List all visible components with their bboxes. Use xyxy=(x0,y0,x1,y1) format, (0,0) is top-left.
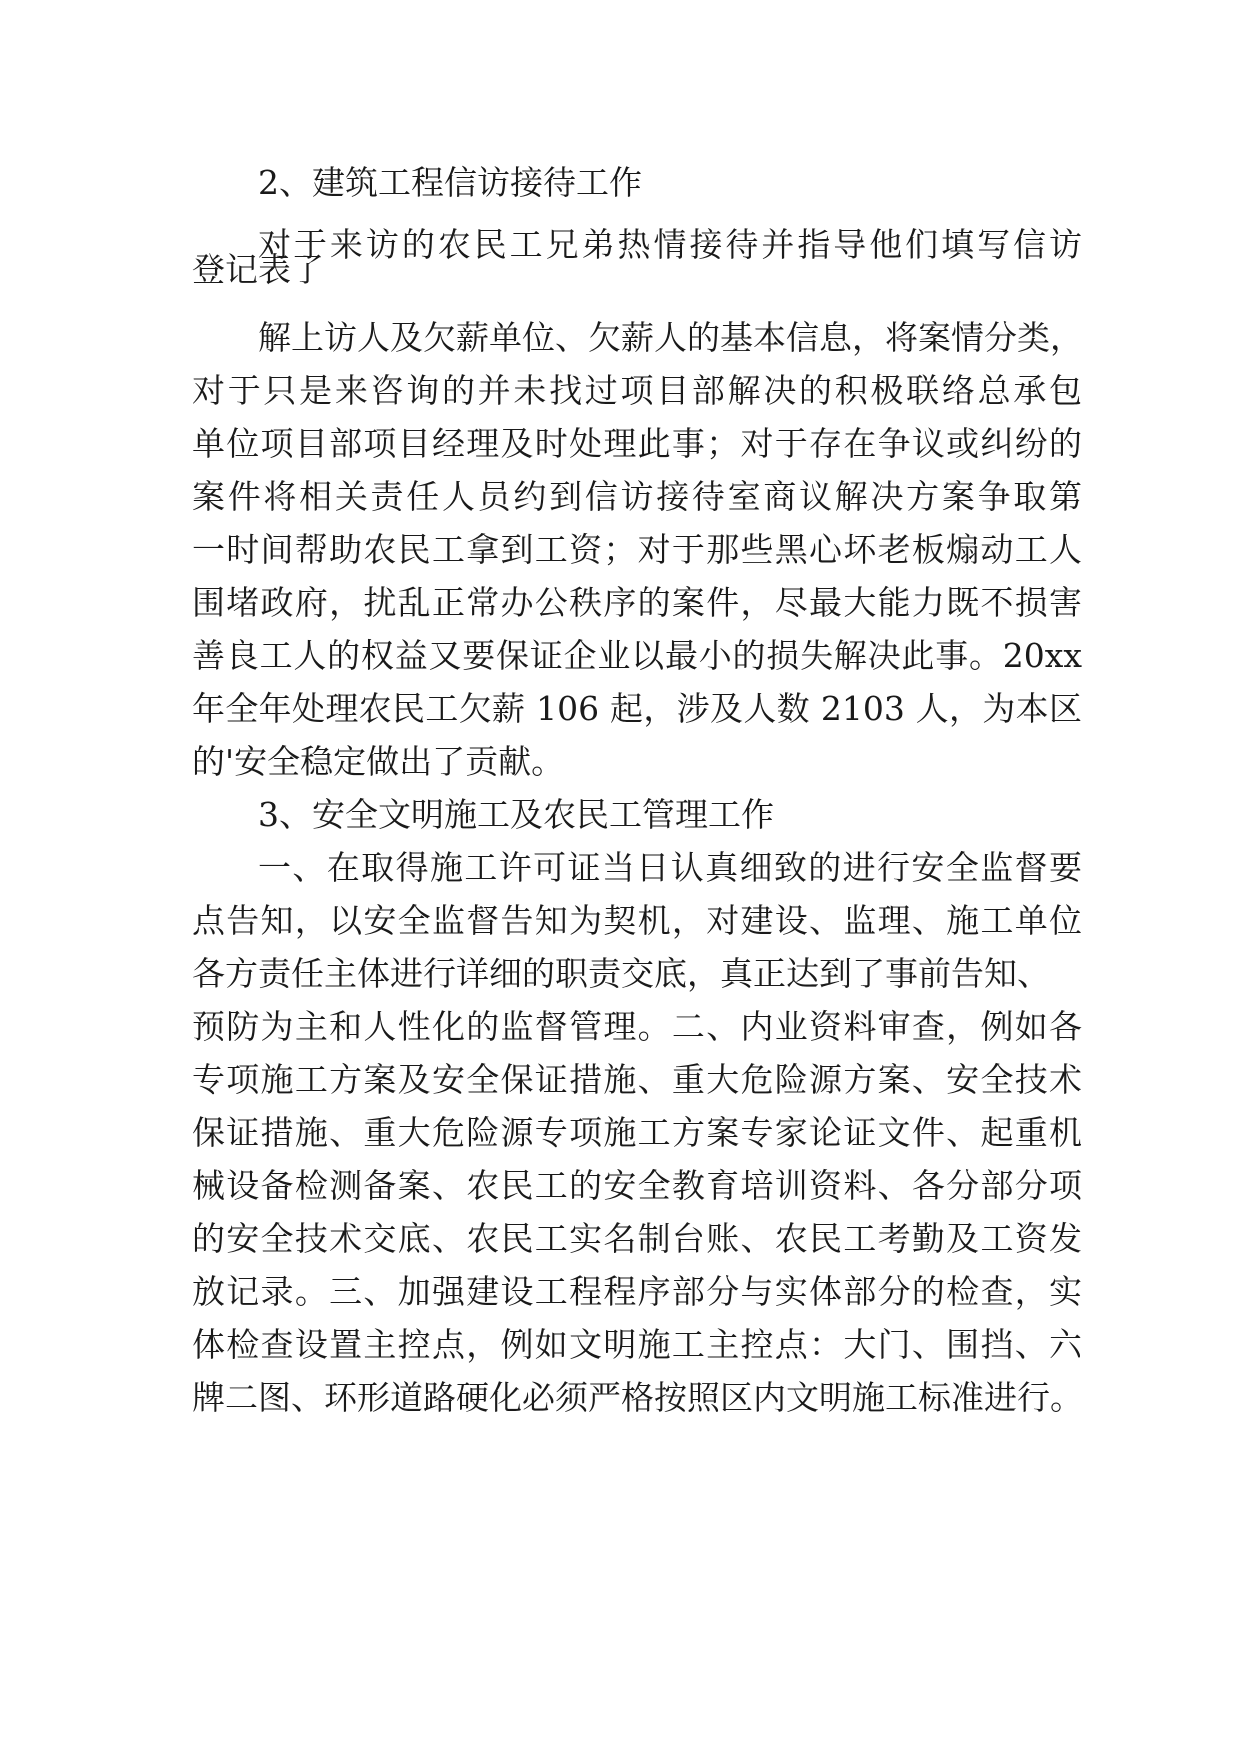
paragraph-line: 的'安全稳定做出了贡献。 xyxy=(192,742,565,781)
paragraph-line: 案件将相关责任人员约到信访接待室商议解决方案争取第 xyxy=(192,477,1082,516)
paragraph-line: 保证措施、重大危险源专项施工方案专家论证文件、起重机 xyxy=(192,1113,1082,1152)
paragraph-line: 年全年处理农民工欠薪 106 起，涉及人数 2103 人，为本区 xyxy=(192,689,1082,728)
paragraph-line: 解上访人及欠薪单位、欠薪人的基本信息，将案情分类， xyxy=(258,318,1083,357)
paragraph-line: 善良工人的权益又要保证企业以最小的损失解决此事。20xx xyxy=(192,636,1082,675)
paragraph-line: 单位项目部项目经理及时处理此事；对于存在争议或纠纷的 xyxy=(192,424,1082,463)
paragraph-line: 各方责任主体进行详细的职责交底，真正达到了事前告知、 xyxy=(192,954,1050,993)
paragraph-line: 点告知，以安全监督告知为契机，对建设、监理、施工单位 xyxy=(192,901,1082,940)
paragraph-line: 对于来访的农民工兄弟热情接待并指导他们填写信访 xyxy=(258,225,1082,264)
paragraph-line: 牌二图、环形道路硬化必须严格按照区内文明施工标准进行。 xyxy=(192,1378,1083,1417)
section-heading-2: 2、建筑工程信访接待工作 xyxy=(258,163,642,202)
paragraph-line: 专项施工方案及安全保证措施、重大危险源方案、安全技术 xyxy=(192,1060,1082,1099)
paragraph-line: 体检查设置主控点，例如文明施工主控点：大门、围挡、六 xyxy=(192,1325,1082,1364)
paragraph-line: 的安全技术交底、农民工实名制台账、农民工考勤及工资发 xyxy=(192,1219,1082,1258)
paragraph-line: 放记录。三、加强建设工程程序部分与实体部分的检查，实 xyxy=(192,1272,1082,1311)
section-heading-3: 3、安全文明施工及农民工管理工作 xyxy=(258,795,774,834)
paragraph-line: 一时间帮助农民工拿到工资；对于那些黑心坏老板煽动工人 xyxy=(192,530,1082,569)
paragraph-line: 械设备检测备案、农民工的安全教育培训资料、各分部分项 xyxy=(192,1166,1082,1205)
paragraph-line: 登记表了 xyxy=(192,250,324,289)
paragraph-line: 预防为主和人性化的监督管理。二、内业资料审查，例如各 xyxy=(192,1007,1082,1046)
paragraph-line: 一、在取得施工许可证当日认真细致的进行安全监督要 xyxy=(258,848,1082,887)
paragraph-line: 围堵政府，扰乱正常办公秩序的案件，尽最大能力既不损害 xyxy=(192,583,1082,622)
paragraph-line: 对于只是来咨询的并未找过项目部解决的积极联络总承包 xyxy=(192,371,1082,410)
